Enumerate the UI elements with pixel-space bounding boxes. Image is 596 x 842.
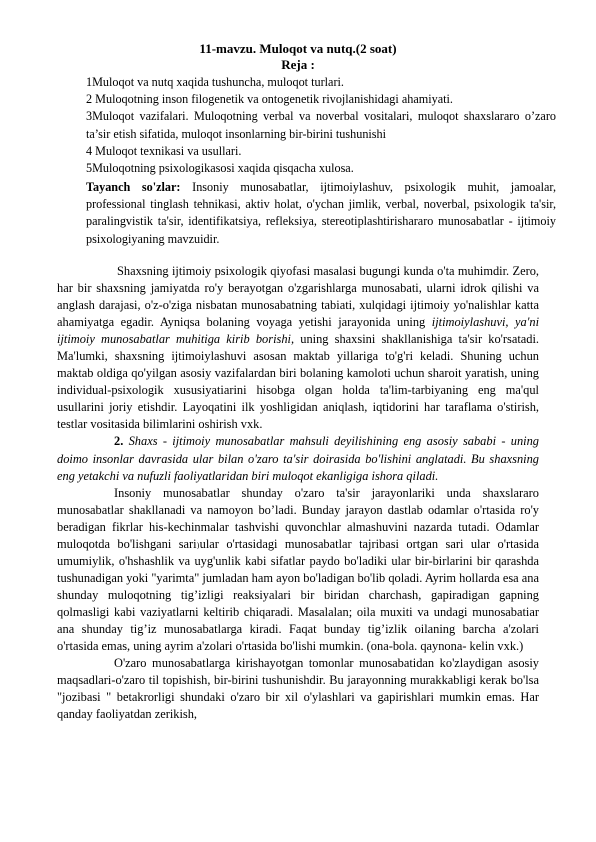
plan-item: 1Muloqot va nutq xaqida tushuncha, muloqot turlari. [86, 75, 344, 89]
keywords-block [86, 179, 556, 248]
keywords-text: Insoniy munosabatlar, ijtimoiylashuv, psixologik muhit, jamoalar, professional tinglash tehnikasi, aktiv holat, o'ychan jimlik, verbal, noverbal, psixologik ta'sir, paralingvistik ta'sir, identifikatsiya, refleksiya, stereotiplashtirishararo munosabatlar - ijtimoiy psixologiyaning mavzuidir. [86, 180, 557, 246]
plan-item: 5Muloqotning psixologikasosi xaqida qisqacha xulosa. [86, 161, 354, 176]
plan-heading: Reja : [281, 57, 315, 72]
paragraph: O'zaro munosabatlarga kirishayotgan tomonlar munosabatidan ko'zlaydigan asosiy maqsadlari-o'zaro til topishish, bir-birini tushunishdir. Bu jarayonning murakkabligi kerak bo'lsa "jozibasi " betakrorligi shundaki o'zaro bir xil o'ylashlari va gapirishlari mumkin emas. Har qanday faoliyatdan zerikish, [57, 656, 539, 722]
plan-item: 4 Muloqot texnikasi va usullari. [86, 143, 242, 158]
paragraph-emphasis: ijtimoiylashuvi, ya'ni ijtimoiy munosabatlar muhitiga kirib borishi, [57, 315, 540, 347]
main-text [57, 263, 539, 723]
paragraph-text: uning shaxsini shakllanishiga ta'sir ko'rsatadi. Ma'lumki, shaxsning ijtimoiylashuvi asosan maktab yillariga to'g'ri keladi. Shuning uchun maktab oldiga qo'yilgan asosiy vazifalardan biri bolaning kamoloti uchun sharoit yaratish, uning individual-psixologik xususiyatiarini hisobga olgan holda ta'lim-tarbiyaning eng ma'qul usullarini joriy etishdir. Layoqatini ilk yoshligidan aniqlash, iqtidorini har taraflama o'stirish, testlar vositasida bilimlarini oshirish vxk. [57, 332, 539, 432]
paragraph [57, 433, 539, 484]
plan-item: 3Muloqot vazifalari. Muloqotning verbal va noverbal vositalari, muloqot shaxslararo o’zaro ta’sir etish sifatida, muloqot insonlarning bir-birini tushunishi [86, 109, 556, 141]
paragraph-emphasis: Shaxs - ijtimoiy munosabatlar mahsuli deyilishining eng asosiy sababi - uning doimo insonlar davrasida ular bilan o'zaro ta'sir doirasida bo'lishini anglatadi. Bu shaxsning eng yetakchi va nufuzli faoliyatlaridan biri muloqot ekanligiga ishora qiladi. [57, 434, 539, 483]
paragraph-text: Shaxsning ijtimoiy psixologik qiyofasi masalasi bugungi kunda o'ta muhimdir. Zero, har bir shaxsning jamiyatda ro'y berayotgan o'zgarishlarga munosabati, ularni idrok qilishi va anglash darajasi, o'z-o'ziga nisbatan munosabatning tabiati, xulqidagi ijtimoiy yo'nalishlar katta ahamiyatga egadir. Ayniqsa bolaning voyaga yetishi jarayonida uning [57, 264, 539, 330]
plan-item: 2 Muloqotning inson filogenetik va ontogenetik rivojlanishidagi ahamiyati. [86, 92, 453, 107]
keywords-label: Tayanch so'zlar: [86, 180, 181, 194]
paragraph [57, 263, 539, 433]
plan-list [86, 74, 556, 177]
paragraph-number: 2. [114, 434, 124, 449]
paragraph: Insoniy munosabatlar shunday o'zaro ta'sir jarayonlariki unda shaxslararo munosabatlar shakllanadi va namoyon bo’ladi. Bunday jarayon dastlab odamlar o'rtasida ro'y beradigan fikrlar his-kechinmalar tashvishi quvonchlar almashuvini nazarda tutadi. Odamlar muloqotda bo'lishgani sari₎ular o'rtasidagi munosabatlar tajribasi ortgan sari ular o'rtasida umumiylik, o'hshashlik va uyg'unlik kabi sifatlar paydo bo'ladiki ular bir-birlarini bir qarashda tushunadigan yoki "yarimta" jumladan ham ayon bo'ladigan bo'lib qoladi. Ayrim hollarda esa ana shunday muloqotning tig’izligi reaksiyalari bir biridan charchash, gapiradigan gapning qolmasligi kabi vaziyatlarni keltirib chiqaradi. Masalalan; oila muxiti va undagi munosabatiar ana shunday tig’iz munosabatlarga kiradi. Faqat bunday tig’izlik oilaning barcha a'zolari o'rtasida emas, uning ayrim a'zolari o'rtasida bo'lishi mumkin. (ona-bola. qaynona- kelin vxk.) [57, 485, 539, 654]
page-title: 11-mavzu. Muloqot va nutq.(2 soat) [199, 41, 397, 56]
